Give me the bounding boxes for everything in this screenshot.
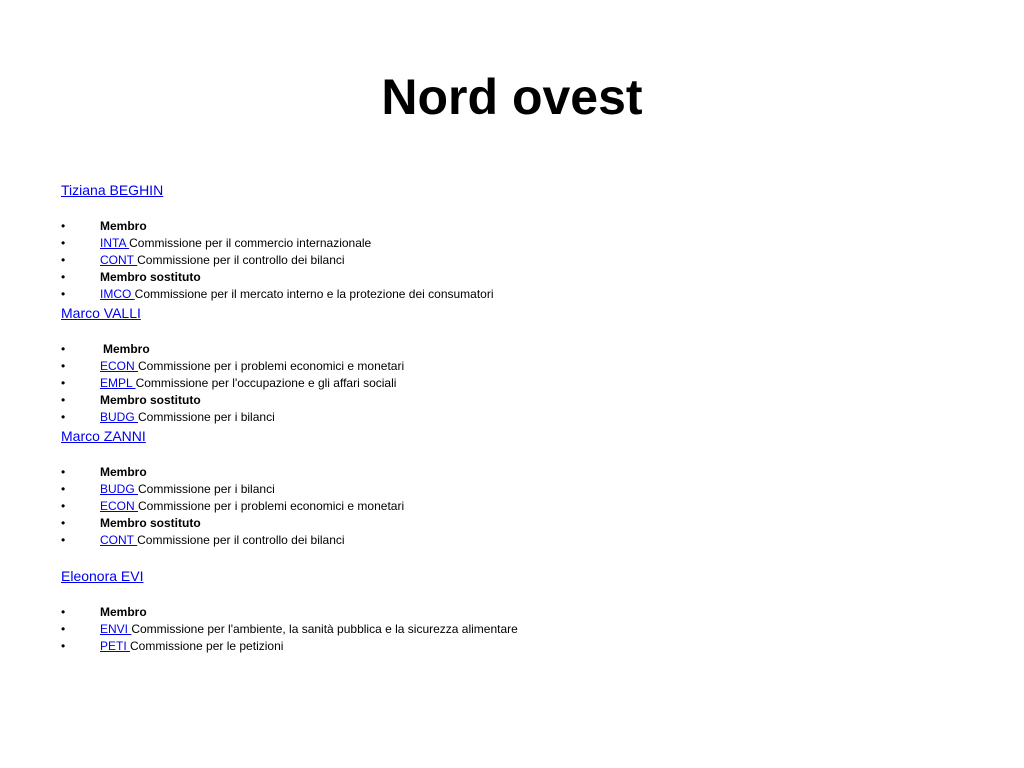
- committee-row: [61, 358, 961, 375]
- committee-row: [61, 409, 961, 426]
- committee-row: [61, 235, 961, 252]
- committee-item: [100, 532, 345, 549]
- committee-item: [100, 358, 404, 375]
- bullet-icon: •: [61, 605, 66, 619]
- committee-description: Commissione per i problemi economici e monetari: [138, 359, 405, 373]
- bullet-icon: •: [61, 622, 66, 636]
- page-title: Nord ovest: [381, 69, 643, 125]
- member-name-link[interactable]: Tiziana BEGHIN: [61, 182, 164, 198]
- committee-description: Commissione per i bilanci: [138, 482, 275, 496]
- role-heading: Membro: [100, 605, 147, 619]
- committee-code-link[interactable]: ECON: [100, 499, 139, 513]
- bullet-icon: •: [61, 270, 66, 284]
- committee-row: [61, 481, 961, 498]
- role-heading: Membro: [103, 342, 150, 356]
- bullet-icon: •: [61, 219, 66, 233]
- committee-code-link[interactable]: ECON: [100, 359, 139, 373]
- committee-description: Commissione per il controllo dei bilanci: [137, 533, 345, 547]
- committee-description: Commissione per l'ambiente, la sanità pubblica e la sicurezza alimentare: [131, 622, 518, 636]
- committee-row: [61, 532, 961, 549]
- committee-code-link[interactable]: INTA: [100, 236, 130, 250]
- committee-item: [100, 286, 494, 303]
- committee-list: [61, 464, 961, 549]
- bullet-icon: •: [61, 236, 66, 250]
- bullet-icon: •: [61, 376, 66, 390]
- committee-description: Commissione per il mercato interno e la protezione dei consumatori: [134, 287, 494, 301]
- committee-row: [61, 252, 961, 269]
- member-name-link[interactable]: Marco ZANNI: [61, 428, 146, 444]
- committee-code-link[interactable]: PETI: [100, 639, 131, 653]
- role-heading-row: [61, 341, 961, 358]
- committee-list: [61, 341, 961, 426]
- committee-description: Commissione per le petizioni: [130, 639, 284, 653]
- committee-row: [61, 498, 961, 515]
- role-heading: Membro sostituto: [100, 270, 201, 284]
- member-block: [61, 180, 961, 303]
- role-heading-row: [61, 464, 961, 481]
- committee-description: Commissione per i bilanci: [138, 410, 275, 424]
- bullet-icon: •: [61, 253, 66, 267]
- committee-list: [61, 218, 961, 303]
- role-heading: Membro: [100, 219, 147, 233]
- member-name-link[interactable]: Eleonora EVI: [61, 568, 144, 584]
- committee-code-link[interactable]: CONT: [100, 253, 138, 267]
- committee-code-link[interactable]: IMCO: [100, 287, 135, 301]
- bullet-icon: •: [61, 516, 66, 530]
- bullet-icon: •: [61, 393, 66, 407]
- role-heading-row: [61, 269, 961, 286]
- committee-code-link[interactable]: BUDG: [100, 482, 139, 496]
- role-heading-row: [61, 604, 961, 621]
- role-heading: Membro sostituto: [100, 516, 201, 530]
- committee-list: [61, 604, 961, 655]
- bullet-icon: •: [61, 410, 66, 424]
- bullet-icon: •: [61, 465, 66, 479]
- committee-item: [100, 409, 275, 426]
- committee-item: [100, 498, 404, 515]
- committee-code-link[interactable]: CONT: [100, 533, 138, 547]
- committee-description: Commissione per il controllo dei bilanci: [137, 253, 345, 267]
- member-block: [61, 426, 961, 549]
- committee-row: [61, 375, 961, 392]
- bullet-icon: •: [61, 359, 66, 373]
- committee-description: Commissione per il commercio internazionale: [129, 236, 372, 250]
- committee-description: Commissione per i problemi economici e monetari: [138, 499, 405, 513]
- committee-code-link[interactable]: ENVI: [100, 622, 132, 636]
- bullet-icon: •: [61, 342, 66, 356]
- committee-row: [61, 621, 961, 638]
- member-block: [61, 303, 961, 426]
- committee-item: [100, 252, 345, 269]
- committee-item: [100, 235, 371, 252]
- bullet-icon: •: [61, 639, 66, 653]
- committee-description: Commissione per l'occupazione e gli affari sociali: [135, 376, 397, 390]
- members-list: [61, 180, 961, 655]
- member-name-link[interactable]: Marco VALLI: [61, 305, 141, 321]
- committee-item: [100, 481, 275, 498]
- committee-code-link[interactable]: EMPL: [100, 376, 136, 390]
- role-heading-row: [61, 392, 961, 409]
- bullet-icon: •: [61, 499, 66, 513]
- bullet-icon: •: [61, 287, 66, 301]
- role-heading: Membro: [100, 465, 147, 479]
- committee-item: [100, 638, 283, 655]
- role-heading-row: [61, 218, 961, 235]
- committee-item: [100, 621, 518, 638]
- role-heading: Membro sostituto: [100, 393, 201, 407]
- role-heading-row: [61, 515, 961, 532]
- committee-row: [61, 286, 961, 303]
- committee-code-link[interactable]: BUDG: [100, 410, 139, 424]
- committee-row: [61, 638, 961, 655]
- member-block: [61, 566, 961, 655]
- committee-item: [100, 375, 396, 392]
- bullet-icon: •: [61, 533, 66, 547]
- bullet-icon: •: [61, 482, 66, 496]
